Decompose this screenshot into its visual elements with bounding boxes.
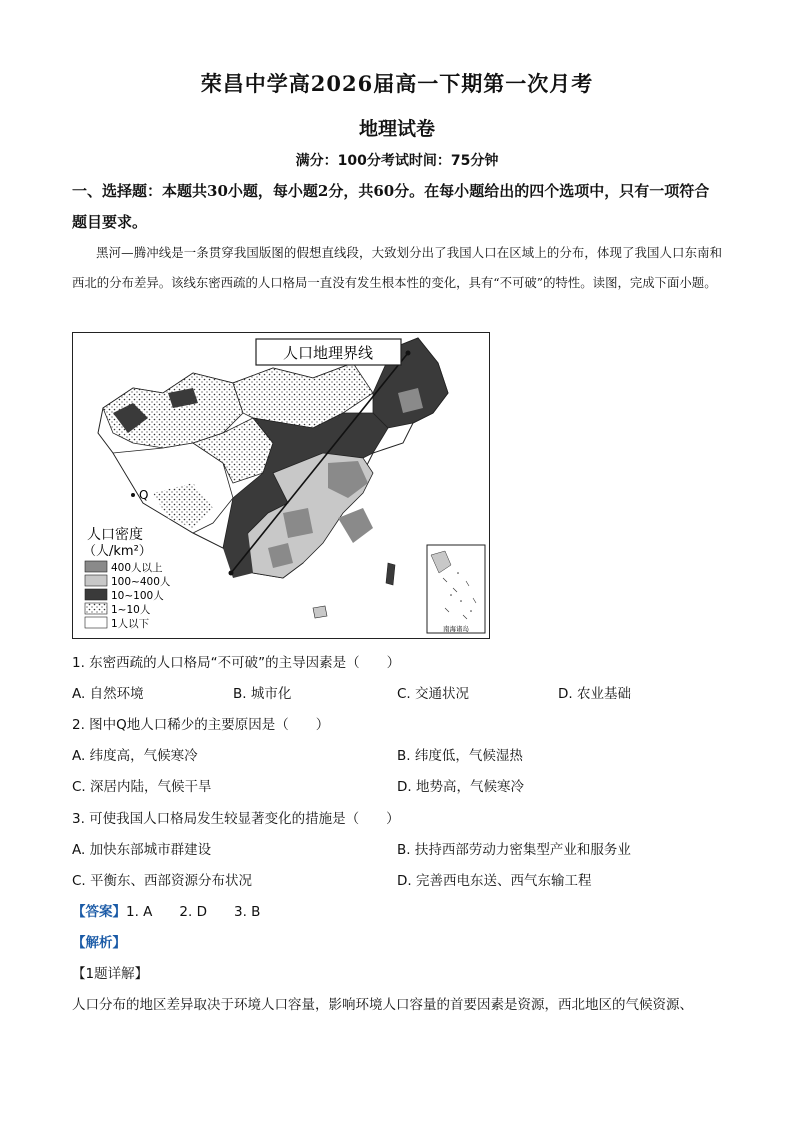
legend-item: 1人以下: [111, 618, 150, 630]
legend-item: 1~10人: [111, 604, 151, 616]
passage: [72, 238, 722, 297]
q-point-label: Q: [139, 488, 149, 502]
population-density-map: [72, 332, 490, 639]
q1-option-c: C. 交通状况: [397, 686, 470, 702]
legend: [85, 561, 171, 630]
passage-text: 黑河—腾冲线是一条贯穿我国版图的假想直线段，大致划分出了我国人口在区域上的分布，体现了我国人口东南和西北的分布差异。该线东密西疏的人口格局一直没有发生根本性的变化，具有“不可破”的特性。读图，完成下面小题。: [72, 245, 722, 290]
subject-title: 地理试卷: [358, 118, 435, 140]
q3-option-d: D. 完善西电东送、西气东输工程: [397, 873, 592, 889]
q2-option-a: A. 纬度高，气候寒冷: [72, 748, 198, 764]
q3-option-a: A. 加快东部城市群建设: [72, 842, 212, 858]
q-point-marker: [131, 493, 135, 497]
q3-option-c: C. 平衡东、西部资源分布状况: [72, 873, 253, 889]
answer-label: 【答案】: [72, 904, 126, 920]
legend-title-1: 人口密度: [87, 527, 143, 543]
q1-option-b: B. 城市化: [233, 686, 292, 702]
q1-option-d: D. 农业基础: [558, 686, 631, 702]
page-title: 荣昌中学高2026届高一下期第一次月考: [200, 71, 594, 96]
legend-item: 400人以上: [111, 562, 163, 574]
inset-label: 南海诸岛: [443, 625, 469, 633]
answer-line: [72, 900, 260, 920]
question-3-stem: 3. 可使我国人口格局发生较显著变化的措施是（ ）: [72, 811, 400, 827]
question-1-stem: 1. 东密西疏的人口格局“不可破”的主导因素是（ ）: [72, 655, 401, 671]
q1-option-a: A. 自然环境: [72, 686, 144, 702]
section-heading: 一、选择题：本题共30小题，每小题2分，共60分。在每小题给出的四个选项中，只有一项符合题目要求。: [72, 182, 710, 231]
legend-title-2: （人/km²）: [83, 544, 152, 559]
legend-item: 10~100人: [111, 590, 164, 602]
map-title: 人口地理界线: [282, 344, 374, 362]
answer-value: 1. A 2. D 3. B: [126, 904, 261, 920]
q2-option-d: D. 地势高，气候寒冷: [397, 779, 524, 795]
question-2-stem: 2. 图中Q地人口稀少的主要原因是（ ）: [72, 717, 330, 733]
legend-item: 100~400人: [111, 576, 171, 588]
detail-label: 【1题详解】: [72, 966, 149, 982]
q2-option-c: C. 深居内陆，气候干旱: [72, 779, 212, 795]
q3-option-b: B. 扶持西部劳动力密集型产业和服务业: [397, 842, 631, 858]
map-graphic: [73, 333, 488, 637]
analysis-label: 【解析】: [72, 935, 126, 951]
exam-meta: 满分：100分考试时间：75分钟: [295, 153, 499, 169]
q2-option-b: B. 纬度低，气候湿热: [397, 748, 523, 764]
analysis-text: 人口分布的地区差异取决于环境人口容量，影响环境人口容量的首要因素是资源，西北地区的气候资源、: [72, 997, 693, 1013]
